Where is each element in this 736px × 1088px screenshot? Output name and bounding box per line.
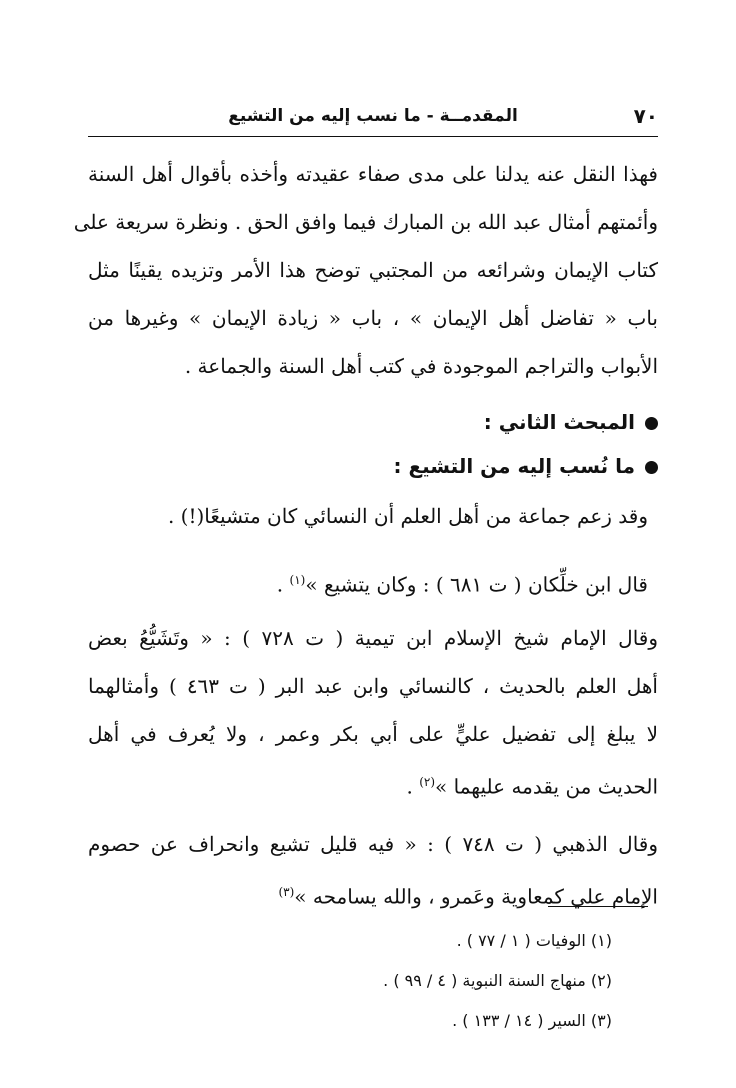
- bullet-icon: [645, 417, 658, 430]
- claim-line: وقد زعم جماعة من أهل العلم أن النسائي كان متشيعًا(!) .: [167, 504, 648, 528]
- text-line: لا يبلغ إلى تفضيل عليٍّ على أبي بكر وعمر ، ولا يُعرف في أهل: [88, 722, 658, 746]
- text-line: الحديث من يقدمه عليهما »$^{(٢)}$ .: [406, 774, 658, 799]
- ibn-taymiyyah-paragraph: [88, 614, 658, 806]
- footnote-2: (٢) منهاج السنة النبوية ( ٤ / ٩٩ ) .: [383, 971, 612, 990]
- footnote-1: (١) الوفيات ( ١ / ٧٧ ) .: [456, 931, 612, 950]
- section-heading: المبحث الثاني :: [484, 402, 658, 442]
- footnote-ref: (١): [289, 573, 306, 587]
- text-line: الإمام علي كمعاوية وعَمرو ، والله يسامحه »$^{(٣)}$: [278, 884, 658, 909]
- intro-paragraph: [73, 150, 658, 390]
- footnote-3: (٣) السير ( ١٤ / ١٣٣ ) .: [452, 1011, 612, 1030]
- page-number: ٧٠: [633, 104, 658, 128]
- dhahabi-paragraph: [88, 820, 658, 916]
- footnote-ref: (٢): [419, 775, 436, 789]
- footnote-divider: [548, 906, 648, 907]
- bullet-icon: [645, 461, 658, 474]
- text-line: وقال الإمام شيخ الإسلام ابن تيمية ( ت ٧٢٨ ) : « وتَشَيُّعُ بعض: [88, 626, 659, 650]
- page-header: [88, 102, 658, 137]
- text-line: أهل العلم بالحديث ، كالنسائي وابن عبد البر ( ت ٤٦٣ ) وأمثالهما: [88, 674, 658, 698]
- text-line: وقال الذهبي ( ت ٧٤٨ ) : « فيه قليل تشيع وانحراف عن حصوم: [88, 832, 659, 856]
- footnote-ref: (٣): [278, 885, 295, 899]
- text-line: فهذا النقل عنه يدلنا على مدى صفاء عقيدته وأخذه بأقوال أهل السنة: [88, 162, 658, 186]
- text-line: وأئمتهم أمثال عبد الله بن المبارك فيما وافق الحق . ونظرة سريعة على: [73, 210, 658, 234]
- ibn-khallikan-quote: قال ابن خلِّكان ( ت ٦٨١ ) : وكان يتشيع »$^{(١)}$ .: [276, 572, 648, 597]
- text-line: الأبواب والتراجم الموجودة في كتب أهل السنة والجماعة .: [184, 354, 658, 378]
- text-line: كتاب الإيمان وشرائعه من المجتبي توضح هذا الأمر وتزيده يقينًا مثل: [88, 258, 658, 282]
- running-title: المقدمــة - ما نسب إليه من التشيع: [228, 106, 518, 126]
- text-line: باب « تفاضل أهل الإيمان » ، باب « زيادة الإيمان » وغيرها من: [88, 306, 658, 330]
- topic-heading: ما نُسب إليه من التشيع :: [394, 446, 658, 486]
